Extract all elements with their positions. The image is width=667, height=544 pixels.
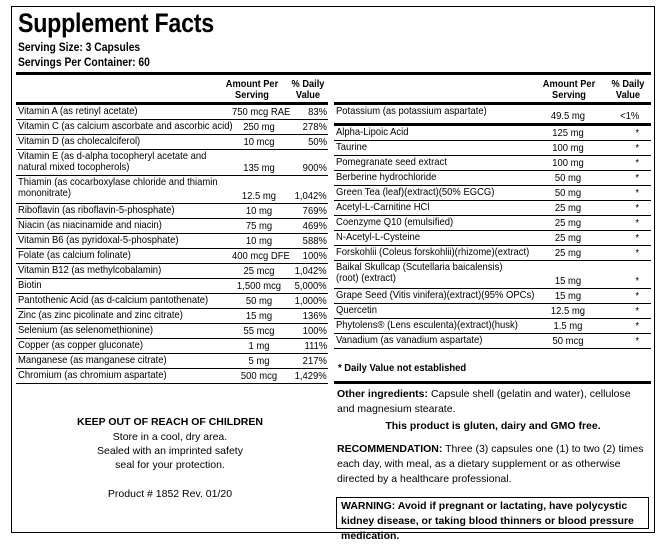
nutrient-amount: 1,500 mcg xyxy=(236,280,282,292)
table-row xyxy=(334,171,651,186)
nutrient-daily-value: 1,429% xyxy=(294,370,327,382)
nutrient-name: Pomegranate seed extract xyxy=(336,156,447,168)
table-row xyxy=(334,289,651,304)
nutrient-amount: 50 mg xyxy=(554,187,582,199)
nutrient-amount: 125 mg xyxy=(552,127,584,139)
nutrient-name: Vitamin D (as cholecalciferol) xyxy=(18,135,141,147)
other-ingredients-text: Capsule shell (gelatin and water), cellulose and magnesium stearate. xyxy=(337,388,631,415)
nutrient-amount: 15 mg xyxy=(245,310,273,322)
left-amount-header: Amount Per Serving xyxy=(225,78,279,101)
nutrient-name: Baikal Skullcap (Scutellaria baicalensis)(root) (extract) xyxy=(336,261,503,284)
nutrient-daily-value: * xyxy=(635,202,639,214)
nutrient-daily-value: 217% xyxy=(302,355,327,367)
nutrient-daily-value: * xyxy=(635,290,639,302)
nutrient-daily-value: 111% xyxy=(304,340,327,352)
nutrient-name: Coenzyme Q10 (emulsified) xyxy=(336,216,454,228)
nutrient-daily-value: 469% xyxy=(302,220,327,232)
nutrient-name: Biotin xyxy=(18,279,42,291)
table-row xyxy=(334,186,651,201)
nutrient-name: Potassium (as potassium aspartate) xyxy=(336,105,487,117)
serving-size: Serving Size: 3 Capsules xyxy=(18,40,141,54)
nutrient-daily-value: 900% xyxy=(302,162,327,174)
nutrient-daily-value: 100% xyxy=(302,325,327,337)
nutrient-daily-value: 588% xyxy=(302,235,327,247)
nutrient-amount: 135 mg xyxy=(243,162,275,174)
nutrient-name: Manganese (as manganese citrate) xyxy=(18,354,167,366)
nutrient-daily-value: 5,000% xyxy=(294,280,327,292)
nutrient-name: Vitamin B6 (as pyridoxal-5-phosphate) xyxy=(18,234,179,246)
nutrient-daily-value: <1% xyxy=(619,110,639,122)
nutrient-amount: 25 mg xyxy=(554,247,582,259)
nutrient-amount: 500 mcg xyxy=(240,370,278,382)
nutrient-amount: 50 mcg xyxy=(552,335,584,347)
nutrient-name: Pantothenic Acid (as d-calcium pantothenate) xyxy=(18,294,209,306)
nutrient-name: Chromium (as chromium aspartate) xyxy=(18,369,167,381)
table-row xyxy=(16,294,328,309)
gluten-statement: This product is gluten, dairy and GMO free. xyxy=(385,420,601,432)
recommendation-label: RECOMMENDATION: xyxy=(337,443,443,455)
right-amount-header: Amount Per Serving xyxy=(542,78,596,101)
nutrient-daily-value: * xyxy=(635,305,639,317)
table-row xyxy=(334,141,651,156)
nutrient-daily-value: 100% xyxy=(302,250,327,262)
nutrient-amount: 49.5 mg xyxy=(550,110,586,122)
table-row xyxy=(16,324,328,339)
table-row xyxy=(334,319,651,334)
table-row xyxy=(334,261,651,289)
right-dv-header: % Daily Value xyxy=(611,78,645,101)
table-row xyxy=(16,135,328,150)
nutrient-amount: 50 mg xyxy=(554,172,582,184)
table-row xyxy=(334,201,651,216)
recommendation-text: Three (3) capsules one (1) to two (2) times each day, with meal, as a dietary supplement or as otherwise directed by a healthcare professional. xyxy=(337,443,644,485)
seal-line-1: Sealed with an imprinted safety xyxy=(97,445,243,457)
seal-line-2: seal for your protection. xyxy=(115,459,225,471)
nutrient-daily-value: * xyxy=(635,217,639,229)
nutrient-amount: 12.5 mg xyxy=(241,190,277,202)
nutrient-name: Niacin (as niacinamide and niacin) xyxy=(18,219,162,231)
nutrient-amount: 15 mg xyxy=(554,290,582,302)
table-row xyxy=(16,339,328,354)
nutrient-name: Vanadium (as vanadium aspartate) xyxy=(336,334,483,346)
nutrient-amount: 1.5 mg xyxy=(553,320,583,332)
nutrient-daily-value: * xyxy=(635,275,639,287)
daily-value-note: * Daily Value not established xyxy=(338,362,467,374)
nutrient-name: Forskohlii (Coleus forskohlii)(rhizome)(extract) xyxy=(336,246,530,258)
nutrient-amount: 25 mg xyxy=(554,232,582,244)
table-row xyxy=(334,334,651,349)
product-number: Product # 1852 Rev. 01/20 xyxy=(107,488,233,500)
nutrient-daily-value: 83% xyxy=(308,106,327,118)
thick-divider xyxy=(16,72,651,75)
nutrient-name: Vitamin E (as d-alpha tocopheryl acetate and natural mixed tocopherols) xyxy=(18,150,207,173)
nutrient-name: Taurine xyxy=(336,141,368,153)
nutrient-amount: 55 mcg xyxy=(243,325,275,337)
table-row xyxy=(16,249,328,264)
table-row xyxy=(16,105,328,120)
nutrient-name: Grape Seed (Vitis vinifera)(extract)(95% OPCs) xyxy=(336,289,535,301)
nutrient-amount: 1 mg xyxy=(248,340,270,352)
table-row xyxy=(334,304,651,319)
nutrient-amount: 100 mg xyxy=(552,157,584,169)
left-nutrient-table xyxy=(16,102,328,384)
nutrient-name: Selenium (as selenomethionine) xyxy=(18,324,153,336)
table-row xyxy=(16,219,328,234)
nutrient-name: Green Tea (leaf)(extract)(50% EGCG) xyxy=(336,186,495,198)
nutrient-amount: 15 mg xyxy=(554,275,582,287)
nutrient-daily-value: 769% xyxy=(302,205,327,217)
nutrient-name: Riboflavin (as riboflavin-5-phosphate) xyxy=(18,204,175,216)
nutrient-name: N-Acetyl-L-Cysteine xyxy=(336,231,421,243)
table-row xyxy=(334,216,651,231)
nutrient-amount: 10 mg xyxy=(245,235,273,247)
nutrient-amount: 25 mg xyxy=(554,217,582,229)
nutrient-name: Vitamin B12 (as methylcobalamin) xyxy=(18,264,162,276)
table-row xyxy=(16,204,328,219)
nutrient-daily-value: * xyxy=(635,127,639,139)
servings-per-container: Servings Per Container: 60 xyxy=(18,55,150,69)
nutrient-amount: 100 mg xyxy=(552,142,584,154)
nutrient-amount: 10 mcg xyxy=(243,136,275,148)
nutrient-amount: 5 mg xyxy=(248,355,270,367)
page-title: Supplement Facts xyxy=(18,8,214,38)
nutrient-amount: 750 mcg RAE xyxy=(232,106,291,118)
nutrient-name: Alpha-Lipoic Acid xyxy=(336,126,409,138)
nutrient-daily-value: 1,000% xyxy=(294,295,327,307)
nutrient-daily-value: * xyxy=(635,232,639,244)
table-row xyxy=(334,105,651,126)
nutrient-daily-value: * xyxy=(635,172,639,184)
table-row xyxy=(16,120,328,135)
warning-box: WARNING: Avoid if pregnant or lactating, have polycystic kidney disease, or taking blood thinners or blood pressure medication. xyxy=(336,497,649,529)
keep-out-warning: KEEP OUT OF REACH OF CHILDREN xyxy=(77,416,263,428)
nutrient-name: Vitamin A (as retinyl acetate) xyxy=(18,105,138,117)
nutrient-daily-value: * xyxy=(635,320,639,332)
table-row xyxy=(16,369,328,384)
nutrient-daily-value: * xyxy=(635,247,639,259)
thick-divider-bottom xyxy=(334,381,651,384)
nutrient-daily-value: * xyxy=(635,187,639,199)
nutrient-amount: 25 mg xyxy=(554,202,582,214)
nutrient-daily-value: * xyxy=(635,157,639,169)
nutrient-name: Copper (as copper gluconate) xyxy=(18,339,144,351)
nutrient-name: Quercetin xyxy=(336,304,377,316)
nutrient-amount: 12.5 mg xyxy=(550,305,586,317)
nutrient-name: Thiamin (as cocarboxylase chloride and thiamin mononitrate) xyxy=(18,176,218,199)
table-row xyxy=(334,156,651,171)
table-row xyxy=(16,354,328,369)
nutrient-amount: 10 mg xyxy=(245,205,273,217)
nutrient-amount: 50 mg xyxy=(245,295,273,307)
storage-instructions: Store in a cool, dry area. xyxy=(112,431,228,443)
nutrient-name: Acetyl-L-Carnitine HCl xyxy=(336,201,430,213)
nutrient-name: Folate (as calcium folinate) xyxy=(18,249,131,261)
left-dv-header: % Daily Value xyxy=(291,78,325,101)
table-row xyxy=(334,231,651,246)
nutrient-daily-value: * xyxy=(635,335,639,347)
right-nutrient-table xyxy=(334,102,651,349)
table-row xyxy=(16,279,328,294)
nutrient-amount: 400 mcg DFE xyxy=(232,250,290,262)
nutrient-daily-value: 136% xyxy=(302,310,327,322)
table-row xyxy=(16,234,328,249)
table-row xyxy=(16,264,328,279)
table-row xyxy=(334,126,651,141)
nutrient-amount: 250 mg xyxy=(243,121,275,133)
table-row xyxy=(334,246,651,261)
nutrient-name: Vitamin C (as calcium ascorbate and ascorbic acid) xyxy=(18,120,233,132)
table-row xyxy=(16,309,328,324)
nutrient-name: Phytolens® (Lens esculenta)(extract)(husk) xyxy=(336,319,518,331)
nutrient-name: Zinc (as zinc picolinate and zinc citrate) xyxy=(18,309,183,321)
other-ingredients-label: Other ingredients: xyxy=(337,388,429,400)
nutrient-daily-value: 278% xyxy=(302,121,327,133)
nutrient-name: Berberine hydrochloride xyxy=(336,171,437,183)
nutrient-daily-value: 1,042% xyxy=(294,190,327,202)
other-ingredients xyxy=(337,387,649,417)
nutrient-daily-value: 1,042% xyxy=(294,265,327,277)
nutrient-amount: 25 mcg xyxy=(243,265,275,277)
nutrient-amount: 75 mg xyxy=(245,220,273,232)
table-row xyxy=(16,150,328,176)
nutrient-daily-value: * xyxy=(635,142,639,154)
recommendation xyxy=(337,442,649,487)
table-row xyxy=(16,176,328,204)
nutrient-daily-value: 50% xyxy=(308,136,327,148)
